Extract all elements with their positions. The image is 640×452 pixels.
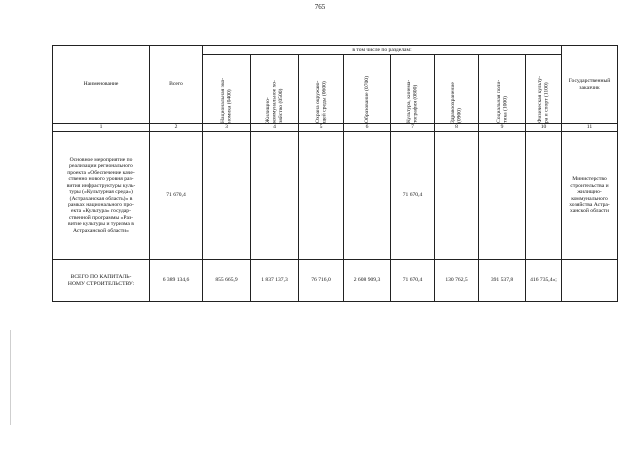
header-customer: Государственный заказчик — [562, 46, 618, 124]
column-number: 7 — [391, 124, 435, 132]
row-name: Основное мероприятие по реализации регионального проекта «Обеспечение каче- ственно нового уровня раз- вития инфраструктуры куль- туры («Культурная среда») (Астраханская область)» в рамках национального про- екта «Культура» государ- ственной программы «Раз- витие культуры и туризма в Астраханской области» — [53, 132, 150, 260]
total-row — [53, 260, 618, 302]
header-section-label: Национальная эко- номика (0400) — [220, 77, 233, 123]
column-number: 1 — [53, 124, 150, 132]
column-number: 10 — [526, 124, 562, 132]
header-section-economy — [203, 55, 251, 124]
row-section-value — [344, 132, 391, 260]
total-label: ВСЕГО ПО КАПИТАЛЬ- НОМУ СТРОИТЕЛЬСТВУ: — [53, 260, 150, 302]
header-section-health — [435, 55, 479, 124]
column-number: 8 — [435, 124, 479, 132]
table-row — [53, 132, 618, 260]
total-section-value: 2 608 909,3 — [344, 260, 391, 302]
header-section-label: Образование (0700) — [363, 76, 370, 123]
header-section-label: Жилищно- коммунальное хо- зяйство (0500) — [264, 80, 284, 123]
row-section-value — [299, 132, 344, 260]
row-section-value — [435, 132, 479, 260]
total-customer — [562, 260, 618, 302]
page-number: 765 — [314, 3, 326, 11]
column-number: 4 — [251, 124, 299, 132]
header-group: в том числе по разделам: — [203, 46, 562, 55]
total-value: 6 389 134,6 — [150, 260, 203, 302]
header-section-label: Культура, кинема- тография (0800) — [406, 79, 419, 123]
total-section-value: 855 665,9 — [203, 260, 251, 302]
row-section-value — [203, 132, 251, 260]
header-total: Всего — [150, 46, 203, 124]
total-section-value: 416 735,4»; — [526, 260, 562, 302]
total-section-value: 130 762,5 — [435, 260, 479, 302]
column-number: 6 — [344, 124, 391, 132]
column-number: 3 — [203, 124, 251, 132]
column-number: 5 — [299, 124, 344, 132]
column-number-row — [53, 124, 618, 132]
row-section-value — [526, 132, 562, 260]
row-section-value — [251, 132, 299, 260]
header-section-environment — [299, 55, 344, 124]
scan-artifact — [10, 330, 11, 425]
total-section-value: 391 537,8 — [479, 260, 526, 302]
row-section-value: 71 670,4 — [391, 132, 435, 260]
column-number: 11 — [562, 124, 618, 132]
header-name: Наименование — [53, 46, 150, 124]
header-section-label: Социальная поли- тика (1000) — [495, 79, 508, 123]
total-section-value: 76 716,0 — [299, 260, 344, 302]
row-customer: Министерство строительства и жилищно- коммунального хозяйства Астра- ханской области — [562, 132, 618, 260]
header-section-label: Охрана окружаю- щей среды (0600) — [314, 80, 327, 123]
header-section-label: Здравоохранение (0900) — [450, 82, 463, 123]
header-section-sport — [526, 55, 562, 124]
header-section-housing — [251, 55, 299, 124]
header-section-label: Физическая культу- ра и спорт (1100) — [537, 76, 550, 123]
row-section-value — [479, 132, 526, 260]
row-total: 71 670,4 — [150, 132, 203, 260]
total-section-value: 71 670,4 — [391, 260, 435, 302]
budget-table — [52, 45, 618, 302]
column-number: 2 — [150, 124, 203, 132]
total-section-value: 1 837 137,3 — [251, 260, 299, 302]
header-section-culture — [391, 55, 435, 124]
header-section-education — [344, 55, 391, 124]
header-section-social — [479, 55, 526, 124]
column-number: 9 — [479, 124, 526, 132]
